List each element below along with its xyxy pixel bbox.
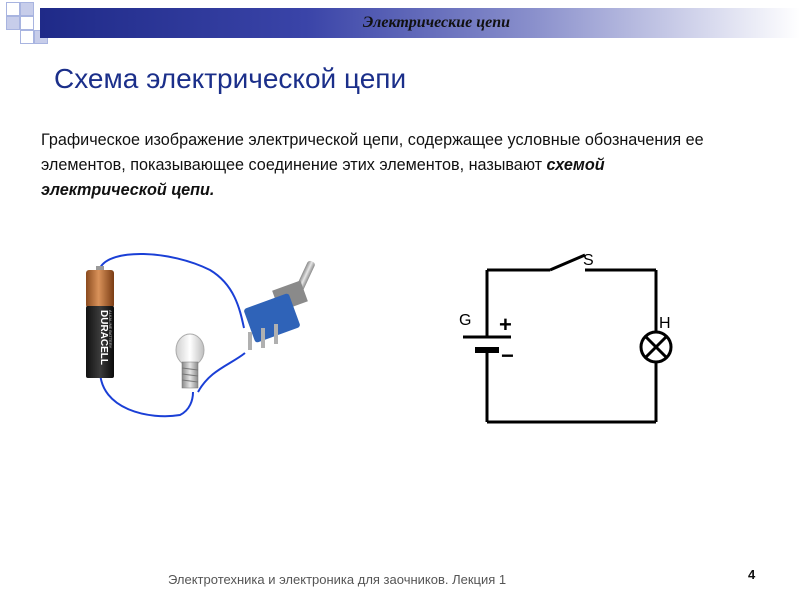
circuit-photo [70, 240, 420, 440]
battery-brand: DURACELL [98, 310, 109, 365]
definition-paragraph [41, 128, 731, 203]
header-title: Электрические цепи [362, 14, 510, 31]
battery-subtext: ALKALINE BATTERY [108, 310, 113, 349]
corner-square [20, 16, 34, 30]
light-bulb [176, 334, 204, 388]
corner-square [6, 16, 20, 30]
switch-contact [550, 255, 585, 270]
switch-label: S [583, 252, 594, 269]
wire [100, 370, 193, 416]
source-label: G [459, 312, 472, 329]
slide-title: Схема электрической цепи [54, 63, 407, 94]
toggle-switch [243, 260, 316, 350]
definition-text: Графическое изображение электрической цепи, содержащее условные обозначения ее элементов, показывающее соединение этих элементов, называют [41, 131, 704, 174]
battery [86, 266, 114, 378]
lamp-label: H [659, 315, 671, 332]
wire [198, 353, 245, 392]
minus-sign: − [501, 343, 514, 368]
corner-square [20, 2, 34, 16]
definition-term: схемой электрической цепи. [41, 156, 605, 199]
wire [100, 254, 244, 328]
page-number: 4 [748, 567, 756, 582]
footer-text: Электротехника и электроника для заочников. Лекция 1 [168, 572, 507, 587]
corner-square [6, 2, 20, 16]
circuit-schematic [445, 235, 690, 435]
corner-square [20, 30, 34, 44]
plus-sign: + [499, 312, 512, 337]
